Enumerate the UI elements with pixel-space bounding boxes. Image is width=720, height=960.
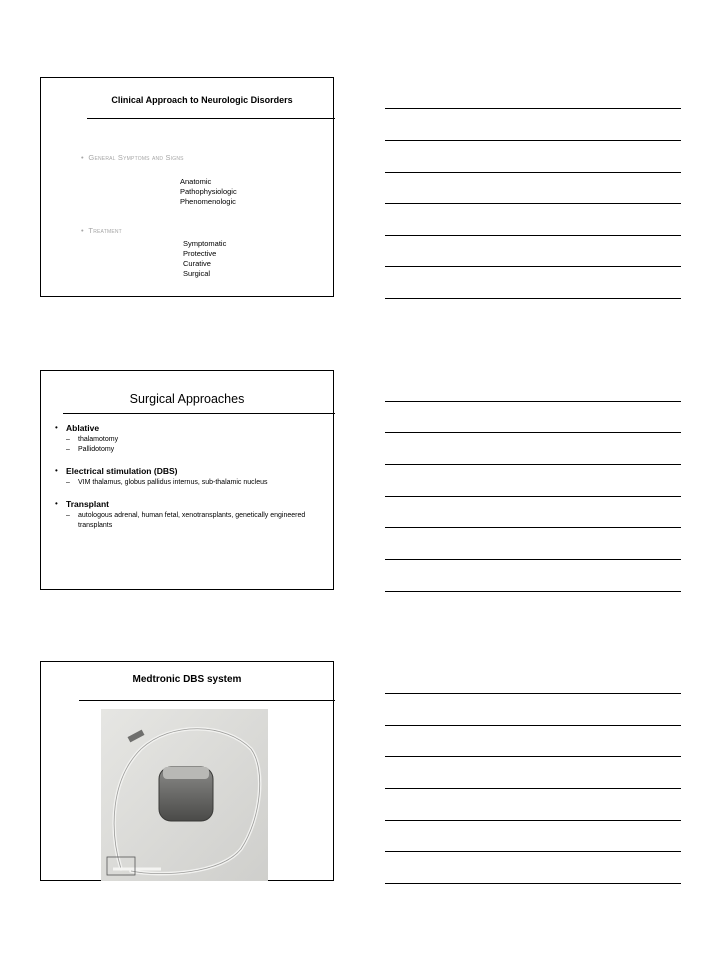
notes-line: [385, 725, 681, 726]
notes-line: [385, 203, 681, 204]
notes-line: [385, 527, 681, 528]
bullet-label: Ablative: [66, 423, 100, 433]
sub-item-text: autologous adrenal, human fetal, xenotransplants, genetically engineered transplants: [78, 512, 306, 529]
list-item: Pathophysiologic: [180, 187, 237, 196]
list-item: Anatomic: [180, 177, 212, 186]
notes-line: [385, 432, 681, 433]
bullet-label: Electrical stimulation (DBS): [66, 466, 178, 476]
bullet: •: [81, 226, 84, 235]
dash: –: [66, 512, 70, 519]
notes-line: [385, 108, 681, 109]
sub-item: [66, 435, 325, 445]
sub-item-text: thalamotomy: [78, 436, 119, 443]
dbs-device-illustration: [101, 709, 268, 881]
heading-text: Treatment: [88, 226, 122, 235]
sub-item-text: VIM thalamus, globus pallidus internus, sub-thalamic nucleus: [78, 479, 268, 486]
notes-line: [385, 235, 681, 236]
title-underline: [87, 118, 335, 119]
heading-text: General Symptoms and Signs: [88, 153, 184, 162]
list-item: Symptomatic: [183, 239, 227, 248]
dash: –: [66, 479, 70, 486]
bullet: •: [55, 499, 58, 508]
list-item-transplant: [55, 499, 325, 531]
notes-line: [385, 266, 681, 267]
slide-title: Medtronic DBS system: [132, 674, 242, 685]
sub-item: [66, 511, 323, 531]
bullet: •: [55, 423, 58, 432]
sub-item-text: Pallidotomy: [78, 446, 115, 453]
bullet: •: [55, 466, 58, 475]
treatment-list: [183, 239, 226, 279]
notes-line: [385, 788, 681, 789]
notes-line: [385, 140, 681, 141]
notes-line: [385, 693, 681, 694]
notes-line: [385, 756, 681, 757]
sub-item: [66, 478, 325, 488]
notes-line: [385, 851, 681, 852]
slide-clinical-approach: [40, 77, 334, 297]
notes-line: [385, 464, 681, 465]
sub-item: [66, 445, 325, 455]
list-item: Curative: [183, 259, 211, 268]
bullet-list: [55, 423, 325, 542]
title-underline: [79, 700, 335, 701]
notes-line: [385, 172, 681, 173]
notes-line: [385, 298, 681, 299]
list-item: Protective: [183, 249, 217, 258]
slide-title: Clinical Approach to Neurologic Disorders: [111, 95, 293, 105]
dash: –: [66, 446, 70, 453]
notes-line: [385, 559, 681, 560]
symptoms-list: [180, 177, 237, 207]
slide-medtronic-dbs: [40, 661, 334, 881]
notes-line: [385, 883, 681, 884]
notes-line: [385, 401, 681, 402]
list-item-ablative: [55, 423, 325, 455]
list-item-electrical-stimulation: [55, 466, 325, 488]
dbs-device-photo: [101, 709, 268, 881]
notes-line: [385, 496, 681, 497]
slide-title: Surgical Approaches: [129, 392, 245, 406]
notes-line: [385, 591, 681, 592]
title-underline: [63, 413, 335, 414]
slide-surgical-approaches: [40, 370, 334, 590]
section-heading-symptoms: [81, 153, 184, 162]
dash: –: [66, 436, 70, 443]
section-heading-treatment: [81, 226, 122, 235]
list-item: Surgical: [183, 269, 211, 278]
bullet: •: [81, 153, 84, 162]
bullet-label: Transplant: [66, 499, 109, 509]
list-item: Phenomenologic: [180, 197, 236, 206]
notes-line: [385, 820, 681, 821]
